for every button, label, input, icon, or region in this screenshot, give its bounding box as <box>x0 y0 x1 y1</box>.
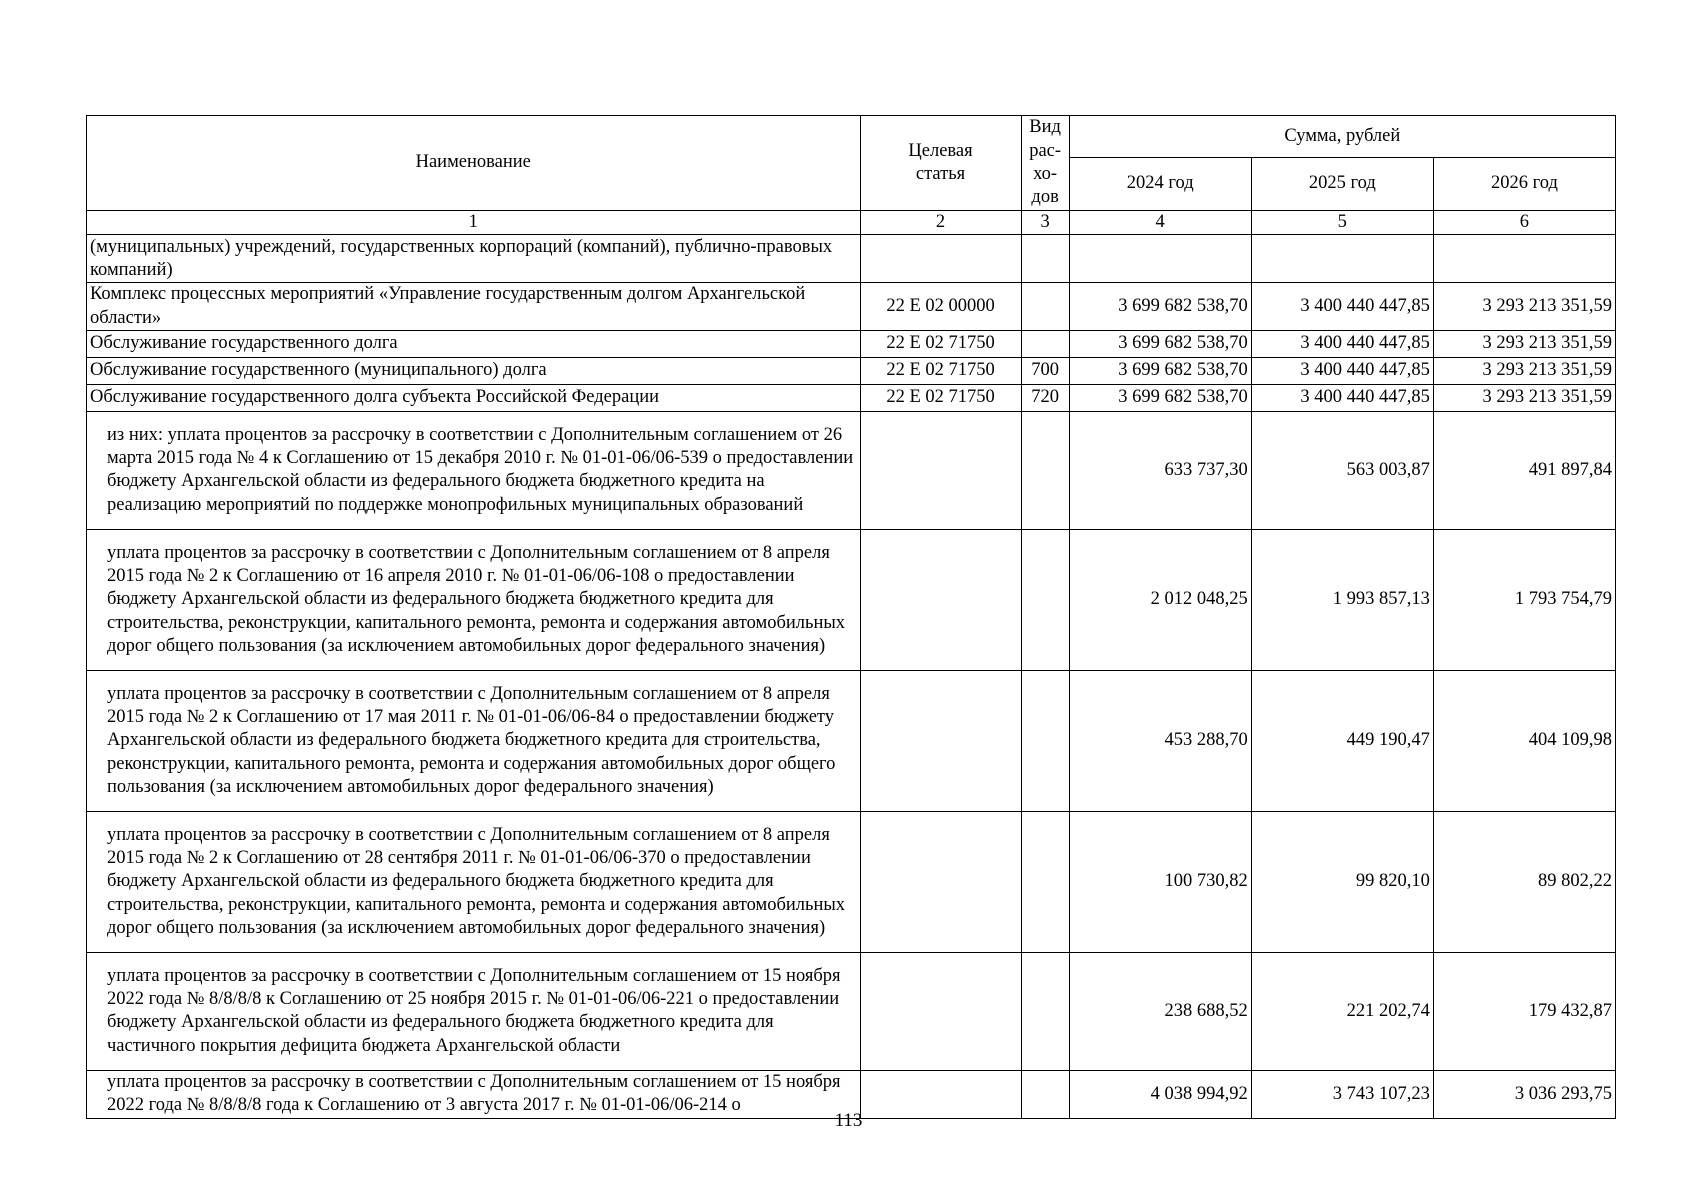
row-2024: 100 730,82 <box>1069 811 1251 952</box>
row-type: 720 <box>1021 384 1069 411</box>
row-name: (муниципальных) учреждений, государственных корпораций (компаний), публично-правовых компаний) <box>87 235 861 283</box>
header-year-2024: 2024 год <box>1069 158 1251 211</box>
row-2025: 3 400 440 447,85 <box>1251 330 1433 357</box>
row-2026: 179 432,87 <box>1433 952 1615 1070</box>
table-row <box>87 670 1616 811</box>
row-2025: 449 190,47 <box>1251 670 1433 811</box>
column-number: 6 <box>1433 211 1615 235</box>
header-year-2025: 2025 год <box>1251 158 1433 211</box>
row-2026: 3 293 213 351,59 <box>1433 283 1615 331</box>
row-code <box>860 411 1021 529</box>
row-code: 22 Е 02 71750 <box>860 330 1021 357</box>
header-year-2026: 2026 год <box>1433 158 1615 211</box>
row-2024: 453 288,70 <box>1069 670 1251 811</box>
row-2024: 238 688,52 <box>1069 952 1251 1070</box>
table-row <box>87 384 1616 411</box>
column-number-row <box>87 211 1616 235</box>
row-code <box>860 235 1021 283</box>
row-2026: 1 793 754,79 <box>1433 529 1615 670</box>
row-2024 <box>1069 235 1251 283</box>
table-row <box>87 811 1616 952</box>
row-2024: 3 699 682 538,70 <box>1069 330 1251 357</box>
row-2025: 3 743 107,23 <box>1251 1070 1433 1118</box>
row-2024: 3 699 682 538,70 <box>1069 357 1251 384</box>
row-name: уплата процентов за рассрочку в соответствии с Дополнительным соглашением от 15 ноября 2022 года № 8/8/8/8 года к Соглашению от 3 августа 2017 г. № 01-01-06/06-214 о <box>87 1070 861 1118</box>
column-number: 4 <box>1069 211 1251 235</box>
column-number: 5 <box>1251 211 1433 235</box>
header-target-article-text: Целевая статья <box>908 140 973 184</box>
header-name: Наименование <box>87 116 861 211</box>
row-code: 22 Е 02 71750 <box>860 357 1021 384</box>
row-2025: 563 003,87 <box>1251 411 1433 529</box>
row-2024: 633 737,30 <box>1069 411 1251 529</box>
header-sum: Сумма, рублей <box>1069 116 1615 158</box>
row-type: 700 <box>1021 357 1069 384</box>
row-name: Обслуживание государственного долга <box>87 330 861 357</box>
row-type <box>1021 283 1069 331</box>
row-type <box>1021 411 1069 529</box>
column-number: 1 <box>87 211 861 235</box>
row-2024: 4 038 994,92 <box>1069 1070 1251 1118</box>
row-2025: 221 202,74 <box>1251 952 1433 1070</box>
row-2026 <box>1433 235 1615 283</box>
row-name: уплата процентов за рассрочку в соответствии с Дополнительным соглашением от 8 апреля 2015 года № 2 к Соглашению от 17 мая 2011 г. № 01-01-06/06-84 о предоставлении бюджету Архангельской области из федерального бюджета бюджетного кредита для строительства, реконструкции, капитального ремонта, ремонта и содержания автомобильных дорог общего пользования (за исключением автомобильных дорог федерального значения) <box>87 670 861 811</box>
row-code: 22 Е 02 71750 <box>860 384 1021 411</box>
table-row <box>87 235 1616 283</box>
row-2026: 3 036 293,75 <box>1433 1070 1615 1118</box>
row-2026: 491 897,84 <box>1433 411 1615 529</box>
table-row <box>87 283 1616 331</box>
row-type <box>1021 670 1069 811</box>
header-expense-type <box>1021 116 1069 211</box>
row-2025: 3 400 440 447,85 <box>1251 283 1433 331</box>
row-2026: 3 293 213 351,59 <box>1433 357 1615 384</box>
row-code <box>860 811 1021 952</box>
header-expense-type-text: Вид рас-хо-дов <box>1029 117 1062 208</box>
row-code <box>860 529 1021 670</box>
row-type <box>1021 330 1069 357</box>
row-2025 <box>1251 235 1433 283</box>
header-target-article <box>860 116 1021 211</box>
row-name: уплата процентов за рассрочку в соответствии с Дополнительным соглашением от 15 ноября 2022 года № 8/8/8/8 к Соглашению от 25 ноября 2015 г. № 01-01-06/06-221 о предоставлении бюджету Архангельской области из федерального бюджета бюджетного кредита для частичного покрытия дефицита бюджета Архангельской области <box>87 952 861 1070</box>
table-row <box>87 357 1616 384</box>
table-row <box>87 952 1616 1070</box>
row-name: Обслуживание государственного долга субъекта Российской Федерации <box>87 384 861 411</box>
row-type <box>1021 529 1069 670</box>
row-type <box>1021 952 1069 1070</box>
column-number: 2 <box>860 211 1021 235</box>
row-2025: 3 400 440 447,85 <box>1251 357 1433 384</box>
row-2024: 2 012 048,25 <box>1069 529 1251 670</box>
row-2025: 3 400 440 447,85 <box>1251 384 1433 411</box>
row-name: из них: уплата процентов за рассрочку в соответствии с Дополнительным соглашением от 26 марта 2015 года № 4 к Соглашению от 15 декабря 2010 г. № 01-01-06/06-539 о предоставлении бюджету Архангельской области из федерального бюджета бюджетного кредита на реализацию мероприятий по поддержке монопрофильных муниципальных образований <box>87 411 861 529</box>
row-code <box>860 952 1021 1070</box>
row-type <box>1021 235 1069 283</box>
row-name: уплата процентов за рассрочку в соответствии с Дополнительным соглашением от 8 апреля 2015 года № 2 к Соглашению от 28 сентября 2011 г. № 01-01-06/06-370 о предоставлении бюджету Архангельской области из федерального бюджета бюджетного кредита для строительства, реконструкции, капитального ремонта, ремонта и содержания автомобильных дорог общего пользования (за исключением автомобильных дорог федерального значения) <box>87 811 861 952</box>
row-2026: 404 109,98 <box>1433 670 1615 811</box>
column-number: 3 <box>1021 211 1069 235</box>
row-2025: 1 993 857,13 <box>1251 529 1433 670</box>
row-2024: 3 699 682 538,70 <box>1069 283 1251 331</box>
header-row-top <box>87 116 1616 158</box>
row-2026: 89 802,22 <box>1433 811 1615 952</box>
page-number: 113 <box>834 1110 863 1131</box>
row-2026: 3 293 213 351,59 <box>1433 384 1615 411</box>
row-name: уплата процентов за рассрочку в соответствии с Дополнительным соглашением от 8 апреля 2015 года № 2 к Соглашению от 16 апреля 2010 г. № 01-01-06/06-108 о предоставлении бюджету Архангельской области из федерального бюджета бюджетного кредита для строительства, реконструкции, капитального ремонта, ремонта и содержания автомобильных дорог общего пользования (за исключением автомобильных дорог федерального значения) <box>87 529 861 670</box>
row-2025: 99 820,10 <box>1251 811 1433 952</box>
row-name: Обслуживание государственного (муниципального) долга <box>87 357 861 384</box>
row-code: 22 Е 02 00000 <box>860 283 1021 331</box>
table-row <box>87 411 1616 529</box>
table-row <box>87 330 1616 357</box>
row-name: Комплекс процессных мероприятий «Управление государственным долгом Архангельской области» <box>87 283 861 331</box>
row-2024: 3 699 682 538,70 <box>1069 384 1251 411</box>
row-code <box>860 670 1021 811</box>
row-type <box>1021 811 1069 952</box>
budget-table <box>86 115 1616 1119</box>
row-2026: 3 293 213 351,59 <box>1433 330 1615 357</box>
table-row <box>87 529 1616 670</box>
